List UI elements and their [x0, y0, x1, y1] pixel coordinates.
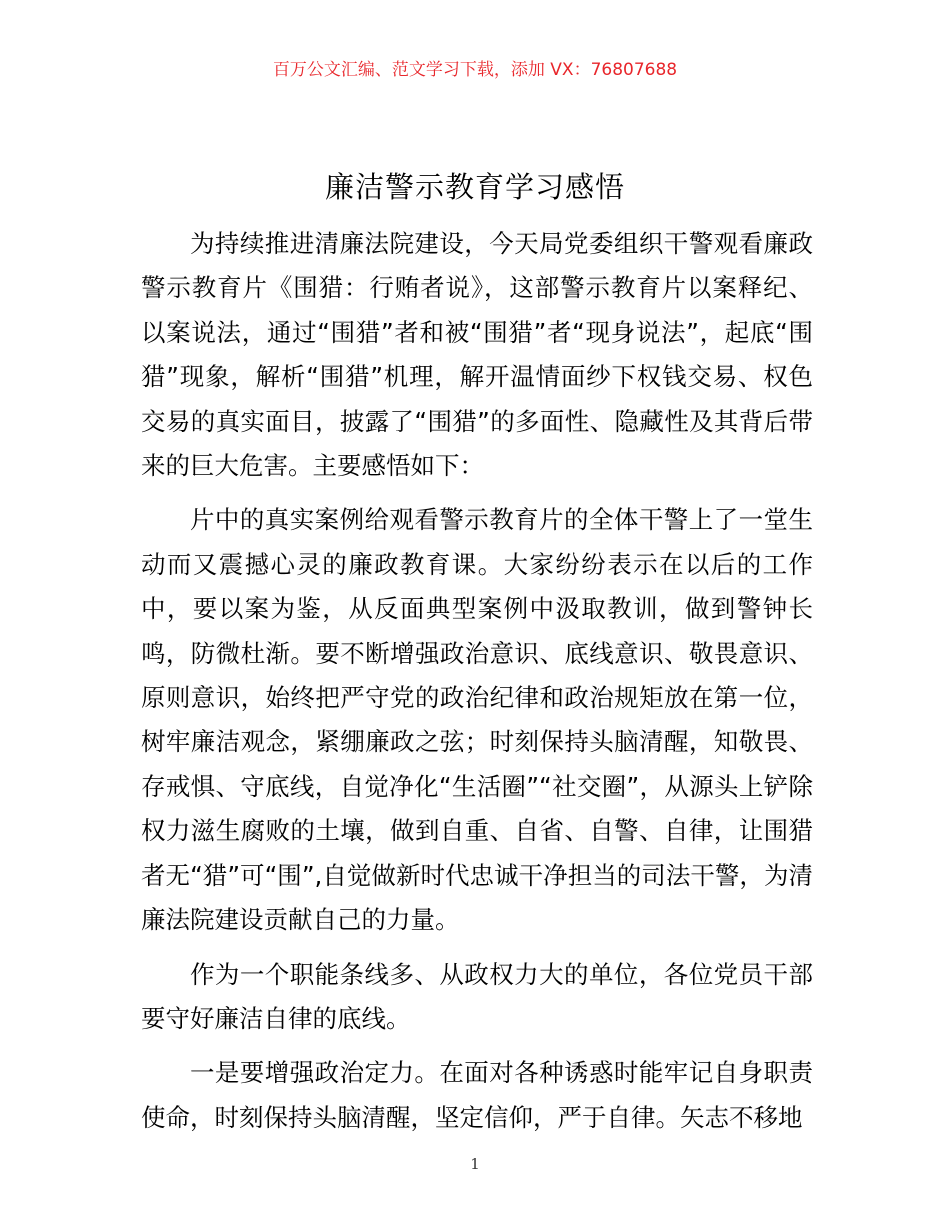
paragraph-1: 为持续推进清廉法院建设，今天局党委组织干警观看廉政警示教育片《围猎：行贿者说》，这部警示教育片以案释纪、以案说法，通过“围猎”者和被“围猎”者“现身说法”，起底“围猎”现象，解析“围猎”机理，解开温情面纱下权钱交易、权色交易的真实面目，披露了“围猎”的多面性、隐藏性及其背后带来的巨大危害。主要感悟如下： [141, 229, 813, 481]
paragraph-3: 作为一个职能条线多、从政权力大的单位，各位党员干部要守好廉洁自律的底线。 [141, 959, 813, 1033]
header-promo-text: 百万公文汇编、范文学习下载，添加 VX：76807688 [272, 60, 678, 80]
paragraph-2: 片中的真实案例给观看警示教育片的全体干警上了一堂生动而又震撼心灵的廉政教育课。大家纷纷表示在以后的工作中，要以案为鉴，从反面典型案例中汲取教训，做到警钟长鸣，防微杜渐。要不断增强政治意识、底线意识、敬畏意识、原则意识，始终把严守党的政治纪律和政治规矩放在第一位，树牢廉洁观念，紧绷廉政之弦；时刻保持头脑清醒，知敬畏、存戒惧、守底线，自觉净化“生活圈”“社交圈”，从源头上铲除权力滋生腐败的土壤，做到自重、自省、自警、自律，让围猎者无“猎”可“围”,自觉做新时代忠诚干净担当的司法干警，为清廉法院建设贡献自己的力量。 [141, 505, 813, 935]
document-body [141, 222, 813, 1150]
page-number: 1 [470, 1155, 480, 1173]
document-title: 廉洁警示教育学习感悟 [324, 170, 625, 204]
paragraph-4: 一是要增强政治定力。在面对各种诱惑时能牢记自身职责使命，时刻保持头脑清醒，坚定信仰，严于自律。矢志不移地 [141, 1058, 813, 1132]
